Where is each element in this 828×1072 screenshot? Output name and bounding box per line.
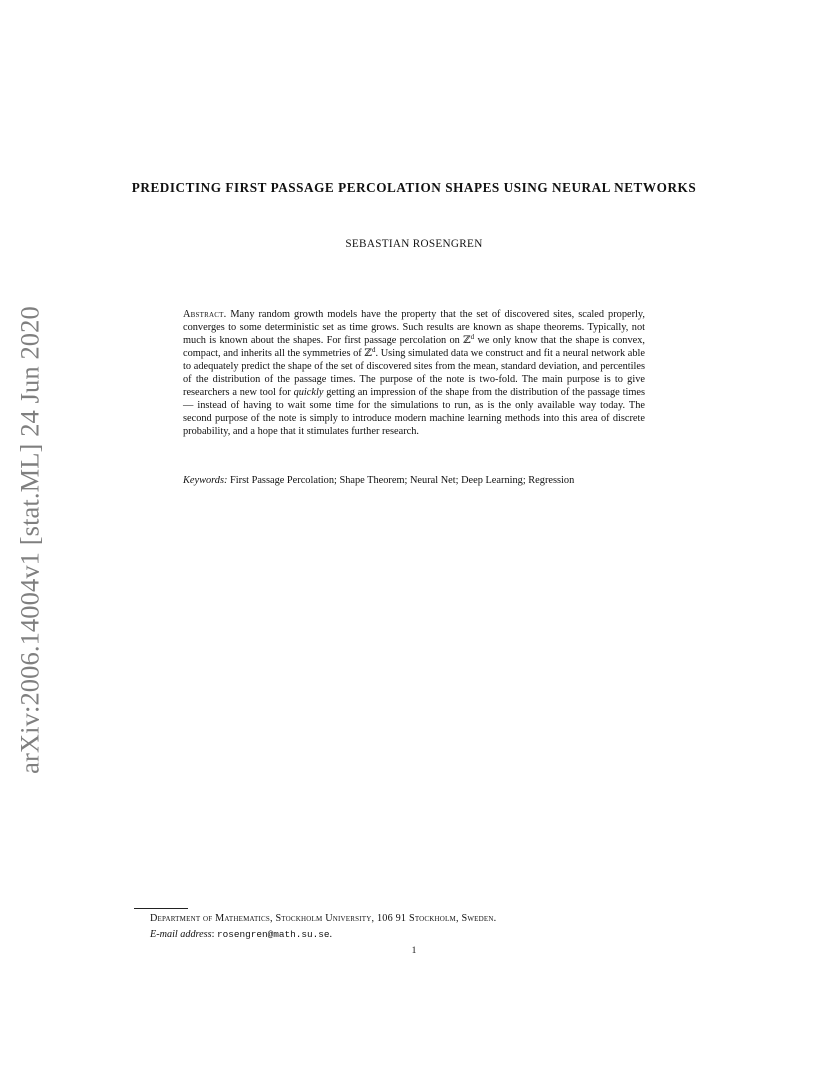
dimension-superscript: d [470, 333, 475, 342]
abstract-heading: Abstract. [183, 309, 227, 320]
author-name: SEBASTIAN ROSENGREN [345, 238, 483, 250]
abstract-text-part3: . Using simulated data we construct and fit a neural network able to adequately predict the shape of the set of discovered sites from the mean, standard deviation, and percentiles of the distribution of the passage times. The purpose of the note is two-fold. The main purpose is to give researchers a new tool for [183, 348, 645, 399]
abstract-text-part4: getting an impression of the shape from the distribution of the passage times — instead of having to wait some time for the simulations to run, as is the only available way today. The second purpose of the note is simply to introduce modern machine learning methods into this area of discrete probability, and a hope that it stimulates further research. [183, 387, 645, 438]
abstract-text-part2: we only know that the shape is convex, compact, and inherits all the symmetries of [183, 335, 645, 360]
email-label: E-mail address [150, 929, 212, 940]
page-number: 1 [411, 946, 417, 956]
paper-title: PREDICTING FIRST PASSAGE PERCOLATION SHAPES USING NEURAL NETWORKS [131, 180, 697, 195]
author-affiliation: Department of Mathematics, Stockholm University, 106 91 Stockholm, Sweden. [150, 913, 497, 924]
footnote-rule [134, 908, 188, 909]
abstract [183, 308, 645, 438]
email-address: rosengren@math.su.se [216, 929, 330, 940]
integer-lattice-symbol: ℤ [364, 348, 372, 360]
arxiv-identifier-stamp: arXiv:2006.14004v1 [stat.ML] 24 Jun 2020 [14, 306, 45, 774]
email-line: E-mail address: rosengren@math.su.se. [150, 929, 333, 940]
keywords-label: Keywords: [183, 475, 228, 486]
integer-lattice-symbol: ℤ [463, 335, 471, 347]
keywords-text: First Passage Percolation; Shape Theorem; Neural Net; Deep Learning; Regression [230, 475, 575, 486]
dimension-superscript: d [371, 346, 376, 355]
abstract-emphasis: quickly [293, 387, 324, 399]
abstract-text-part1: Many random growth models have the property that the set of discovered sites, scaled properly, converges to some deterministic set as time grows. Such results are known as shape theorems. Typically, not much is known about the shapes. For first passage percolation on [183, 309, 645, 347]
keywords [183, 474, 645, 487]
